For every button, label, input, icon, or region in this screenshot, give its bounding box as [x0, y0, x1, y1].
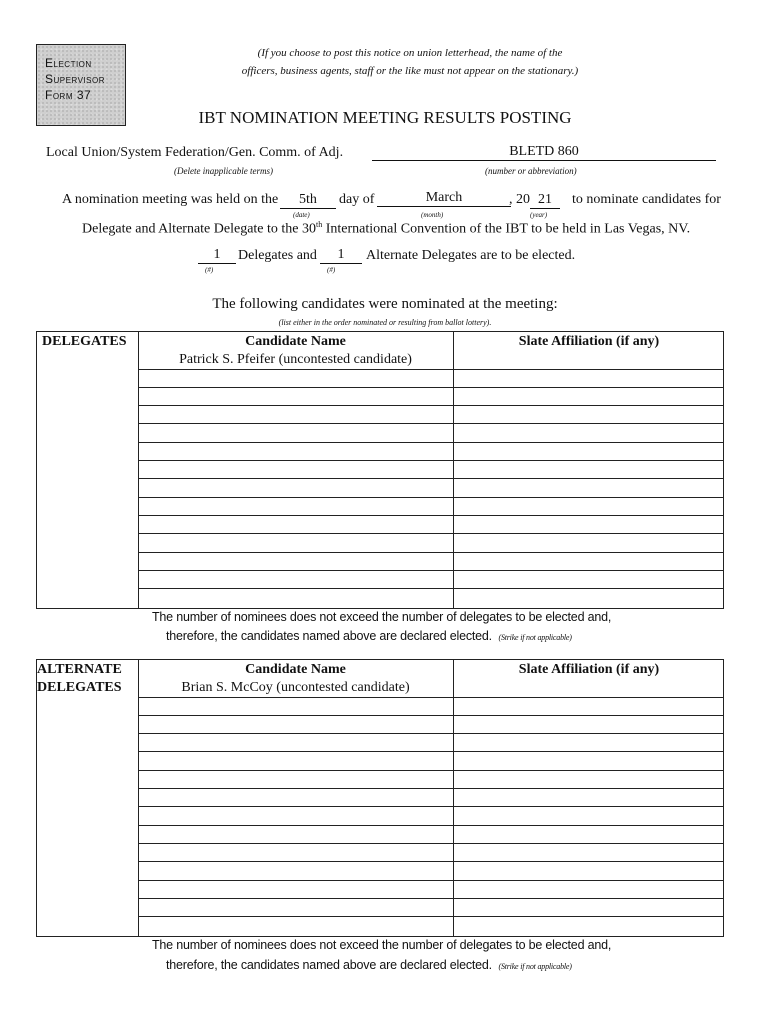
alternates-strike-note: (Strike if not applicable): [498, 962, 572, 971]
nominated-heading: The following candidates were nominated at the meeting:: [212, 296, 558, 312]
hint-month: (month): [421, 211, 444, 219]
meeting-suffix: to nominate candidates for: [572, 192, 721, 207]
local-union-value: BLETD 860: [509, 144, 579, 159]
convention-sup: th: [316, 220, 323, 229]
local-hint-right: (number or abbreviation): [485, 166, 577, 176]
local-hint-left: (Delete inapplicable terms): [174, 166, 273, 176]
meeting-prefix: A nomination meeting was held on the: [62, 192, 279, 207]
local-union-label: Local Union/System Federation/Gen. Comm. of Adj.: [46, 145, 344, 160]
alternates-footer-line-1: The number of nominees does not exceed the number of delegates to be elected and,: [152, 938, 612, 952]
meeting-mid1: day of: [339, 192, 375, 207]
alternates-col-slate: Slate Affiliation (if any): [518, 662, 660, 677]
hint-alternates-count: (#): [327, 266, 336, 274]
notice-line-2: officers, business agents, staff or the like must not appear on the stationary.): [241, 65, 579, 77]
badge-line-3: Form 37: [45, 88, 92, 102]
badge-line-2: Supervisor: [45, 72, 105, 86]
delegates-count-field[interactable]: [198, 247, 236, 264]
delegate-row-1-name: Patrick S. Pfeifer (uncontested candidate): [179, 352, 412, 367]
notice-line-1: (If you choose to post this notice on union letterhead, the name of the: [257, 47, 563, 59]
convention-line: [82, 220, 690, 238]
delegates-strike-note: (Strike if not applicable): [498, 633, 572, 642]
meeting-year-value: 21: [538, 192, 552, 207]
delegates-count-value: 1: [213, 247, 221, 262]
delegates-footer-line-1: The number of nominees does not exceed the number of delegates to be elected and,: [152, 610, 612, 624]
alternates-table: [36, 659, 724, 937]
delegates-label: Delegates and: [238, 248, 317, 263]
hint-date: (date): [293, 211, 310, 219]
meeting-month-field[interactable]: [377, 190, 511, 207]
meeting-date-field[interactable]: [280, 192, 336, 209]
hint-delegates-count: (#): [205, 266, 214, 274]
meeting-month-value: March: [425, 190, 463, 205]
page-title: IBT NOMINATION MEETING RESULTS POSTING: [198, 108, 572, 127]
delegates-col-name: Candidate Name: [245, 334, 346, 349]
convention-text-a: Delegate and Alternate Delegate to the 30: [82, 221, 317, 237]
delegates-label: DELEGATES: [42, 334, 127, 349]
badge-line-1: Election: [45, 56, 92, 70]
delegates-table: [36, 331, 724, 609]
hint-year: (year): [530, 211, 548, 219]
delegates-footer-text: therefore, the candidates named above are declared elected.: [166, 629, 492, 643]
local-union-field[interactable]: [372, 144, 716, 161]
convention-text-b: International Convention of the IBT to be held in Las Vegas, NV.: [322, 221, 691, 237]
alternates-count-value: 1: [337, 247, 345, 262]
alternates-footer-line-2: [166, 958, 572, 972]
delegates-footer-line-2: [166, 629, 572, 643]
nominated-subheading: (list either in the order nominated or resulting from ballot lottery).: [278, 318, 492, 327]
meeting-date-value: 5th: [299, 192, 317, 207]
alternates-label-1: ALTERNATE: [37, 662, 122, 677]
alternates-footer-text: therefore, the candidates named above are declared elected.: [166, 958, 492, 972]
meeting-mid2: , 20: [509, 192, 530, 207]
alternates-count-field[interactable]: [320, 247, 362, 264]
delegates-col-slate: Slate Affiliation (if any): [518, 334, 660, 349]
letterhead-notice: [160, 44, 660, 80]
alternates-label-2: DELEGATES: [37, 680, 122, 695]
meeting-year-field[interactable]: [530, 192, 560, 209]
alternate-row-1-name: Brian S. McCoy (uncontested candidate): [181, 680, 410, 695]
alternates-col-name: Candidate Name: [245, 662, 346, 677]
alternates-label: Alternate Delegates are to be elected.: [366, 248, 576, 263]
